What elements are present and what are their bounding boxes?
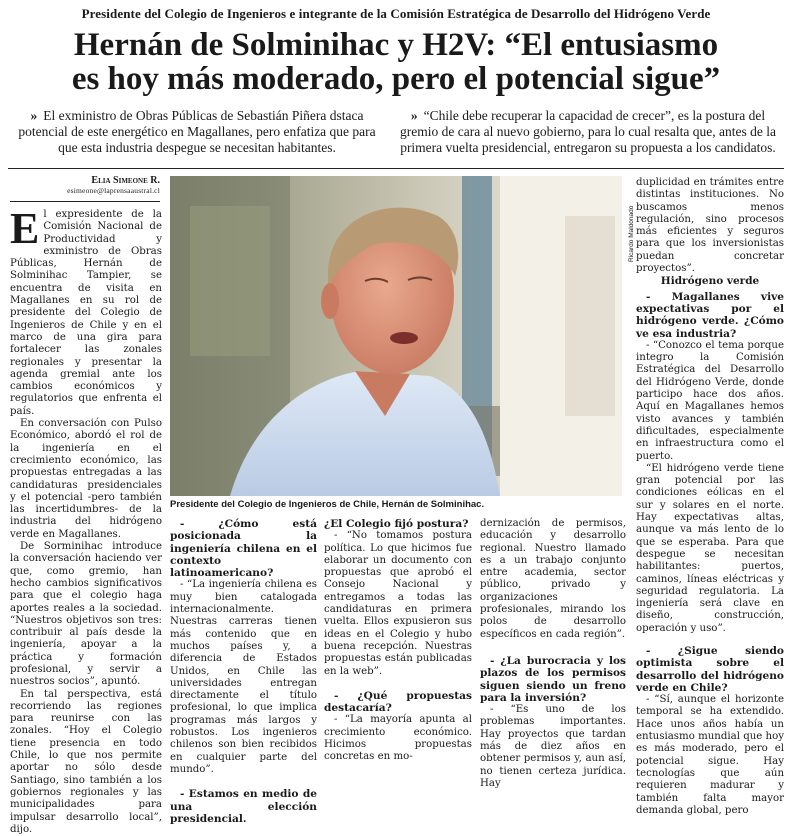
deck-arrow-icon: »: [30, 108, 38, 123]
col3-question-2: - ¿Qué propuestas destacaría?: [324, 689, 472, 715]
col1-paragraph-3: De Sorminihac introduce la conversación haciendo ver que, como gremio, han hecho cambios significativos para que el colegio haga aportes reales a la sociedad. “Nuestros objetivos son tres: contribuir al país desde la ingeniería, apoyar a la práctica y formación profesional, y servir a nuestros socios”, apuntó.: [10, 541, 162, 688]
byline: [10, 175, 160, 195]
drop-cap: E: [10, 204, 40, 253]
column-5: [636, 177, 784, 816]
top-rule: [8, 168, 784, 169]
col4-answer-1: - “Es uno de los problemas importantes. Hay proyectos que tardan más de diez años en obtener permisos y, aun así, no tienen certeza jurídica. Hay: [480, 704, 626, 789]
byline-name: Elia Simeone R.: [91, 175, 160, 186]
photo-credit: Ricardo Maldonado: [628, 205, 635, 262]
column-4: [480, 518, 626, 789]
deck-left-text: El exministro de Obras Públicas de Sebastián Piñera dstaca potencial de este energético en Magallanes, pero enfatiza que para que esta industria despegue se necesitan habitantes.: [18, 108, 376, 155]
byline-email: esimeone@laprensaaustral.cl: [67, 186, 160, 195]
subhead-hidrogeno-verde: Hidrógeno verde: [660, 275, 760, 288]
headline-line-2: es hoy más moderado, pero el potencial sigue”: [71, 61, 721, 97]
col4-question-1: - ¿La burocracia y los plazos de los permisos siguen siendo un freno para la inversión?: [480, 654, 626, 704]
portrait-illustration: [170, 176, 622, 496]
col1-paragraph-2: En conversación con Pulso Económico, abordó el rol de la ingeniería en el crecimiento económico, las propuestas entregadas a las candidaturas presidenciales y el potencial -pero también las incertidumbres- de la industria del hidrógeno verde en Magallanes.: [10, 418, 162, 540]
deck-right-text: “Chile debe recuperar la capacidad de crecer”, es la postura del gremio de cara al nuevo gobierno, para lo cual resalta que, antes de la primera vuelta presidencial, entregaron su propuesta a los candidatos.: [400, 108, 776, 155]
col5-question-1: - Magallanes vive expectativas por el hidrógeno verde. ¿Cómo ve esa industria?: [636, 290, 784, 340]
column-1: [10, 204, 162, 835]
deck-arrow-icon: »: [410, 108, 418, 123]
byline-rule: [10, 201, 160, 202]
col5-answer-1: - “Conozco el tema porque integro la Comisión Estratégica del Desarrollo del Hidrógeno Verde, donde participo hace dos años. Aquí en Magallanes hemos visto avances y también dificultades, especialmente en infraestructura como el puerto.: [636, 339, 784, 462]
col2-question-2: - Estamos en medio de una elección presidencial.: [170, 788, 317, 825]
deck-left: [10, 108, 384, 156]
col5-answer-2: “El hidrógeno verde tiene gran potencial por las condiciones eólicas en el sur y solares en el norte. Hay expectativas altas, aunque va más lento de lo que se esperaba. Para que despegue se necesitan habilitantes: puertos, caminos, líneas eléctricas y seguridad regulatoria. La ingeniería será clave en diseño, construcción, operación y uso”.: [636, 462, 784, 634]
col3-answer-2: - “La mayoría apunta al crecimiento económico. Hicimos propuestas concretas en mo-: [324, 714, 472, 763]
column-3: [324, 518, 472, 763]
col4-answer-0: dernización de permisos, educación y desarrollo regional. Nuestro llamado es a un trabajo conjunto entre academia, sector público, privado y organizaciones profesionales, mirando los polos de desarrollo específicos en cada región”.: [480, 518, 626, 640]
col5-answer-0: duplicidad en trámites entre distintas instituciones. No buscamos menos regulación, sino procesos más eficientes y seguros para que los inversionistas puedan concretar proyectos”.: [636, 177, 784, 275]
col5-answer-3: - “Sí, aunque el horizonte temporal se ha extendido. Hace unos años había un entusiasmo mundial que hoy es más moderado, pero el potencial sigue. Hay tecnologías que aún requieren madurar y también falta mayor demanda global, pero: [636, 694, 784, 816]
portrait-photo: [170, 176, 622, 496]
col2-question-1: - ¿Cómo está posicionada la ingeniería chilena en el contexto latinoamericano?: [170, 518, 317, 580]
headline: [0, 28, 792, 96]
col3-answer-1: - “No tomamos postura política. Lo que hicimos fue elaborar un documento con propuestas que aprobó el Consejo Nacional y entregamos a todas las candidaturas en primera vuelta. Ellos expusieron sus ideas en el Colegio y hubo buena recepción. Nuestras propuestas están publicadas en la web”.: [324, 530, 472, 677]
col2-answer-1: - “La ingeniería chilena es muy bien catalogada internacionalmente. Nuestras carreras tienen más contenido que en muchos países y, a diferencia de Estados Unidos, en Chile las universidades entregan directamente el título profesional, lo que implica programas más largos y robustos. Los ingenieros chilenos son bien recibidos en cualquier parte del mundo”.: [170, 579, 317, 775]
col1-paragraph-4: En tal perspectiva, está recorriendo las regiones para reunirse con las zonales. “Hoy el Colegio tiene presencia en todo Chile, lo que nos permite aportar no sólo desde Santiago, sino también a los gobiernos regionales y las municipalidades para impulsar desarrollo local”, dijo.: [10, 688, 162, 835]
col5-question-2: - ¿Sigue siendo optimista sobre el desarrollo del hidrógeno verde en Chile?: [636, 644, 784, 694]
col3-question-1: ¿El Colegio fijó postura?: [324, 518, 469, 530]
col1-paragraph-1: l expresidente de la Comisión Nacional de Productividad y exministro de Obras Públicas, Hernán de Solminihac Tampier, se encuentra de visita en Magallanes en su rol de presidente del Colegio de Ingenieros de Chile y en el marco de una gira para fortalecer las zonales regionales y presentar la agenda gremial ante los cambios económicos y regulatorios que enfrenta el país.: [10, 209, 162, 417]
photo-caption: Presidente del Colegio de Ingenieros de Chile, Hernán de Solminihac.: [170, 499, 485, 510]
column-2: [170, 518, 317, 825]
headline-line-1: Hernán de Solminihac y H2V: “El entusiasmo: [73, 27, 719, 63]
kicker: Presidente del Colegio de Ingenieros e integrante de la Comisión Estratégica de Desarrollo del Hidrógeno Verde: [81, 6, 711, 21]
deck-right: [398, 108, 778, 156]
